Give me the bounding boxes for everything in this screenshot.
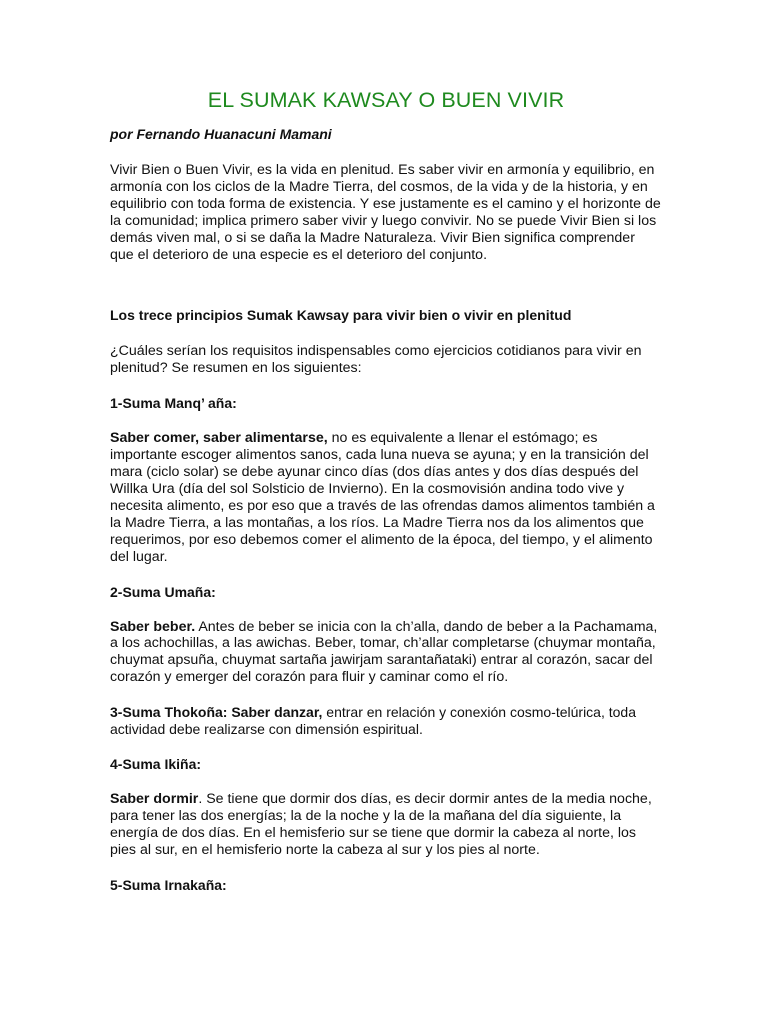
question-paragraph: ¿Cuáles serían los requisitos indispensables como ejercicios cotidianos para vivir en plenitud? Se resumen en los siguientes:	[110, 343, 642, 377]
principle-1-heading: 1-Suma Manq’ aña:	[110, 395, 237, 412]
principle-3-text: entrar en relación y conexión cosmo-telúrica, toda actividad debe realizarse con dimensión espiritual.	[110, 704, 636, 738]
document-page	[110, 86, 662, 894]
principle-4-lead: Saber dormir	[110, 791, 199, 808]
principle-3-paragraph	[110, 704, 662, 738]
principle-2-paragraph	[110, 619, 662, 687]
principle-4-heading: 4-Suma Ikiña:	[110, 756, 202, 773]
section-title: Los trece principios Sumak Kawsay para vivir bien o vivir en plenitud	[110, 307, 572, 324]
principle-2-heading: 2-Suma Umaña:	[110, 583, 216, 600]
intro-paragraph: Vivir Bien o Buen Vivir, es la vida en plenitud. Es saber vivir en armonía y equilibrio, en armonía con los ciclos de la Madre Tierra, del cosmos, de la vida y de la historia, y en equilibrio con toda forma de existencia. Y ese justamente es el camino y el horizonte de la comunidad; implica primero saber vivir y luego convivir. No se puede Vivir Bien si los demás viven mal, o si se daña la Madre Naturaleza. Vivir Bien significa comprender que el deterioro de una especie es el deterioro del conjunto.	[110, 162, 661, 263]
principle-2-lead: Saber beber.	[110, 618, 196, 635]
principle-4-text: . Se tiene que dormir dos días, es decir dormir antes de la media noche, para tener las dos energías; la de la noche y la de la mañana del día siguiente, la energía de dos días. En el hemisferio sur se tiene que dormir la cabeza al norte, los pies al sur, en el hemisferio norte la cabeza al sur y los pies al norte.	[110, 791, 652, 858]
principle-1-paragraph	[110, 430, 662, 565]
principle-3-heading-lead: 3-Suma Thokoña: Saber danzar,	[110, 704, 323, 721]
principle-2-text: Antes de beber se inicia con la ch’alla, dando de beber a la Pachamama, a los achochillas, a las awichas. Beber, tomar, ch’allar completarse (chuymar montaña, chuymat apsuña, chuymat sartaña jawirjam sarantañataki) entrar al corazón, sacar del corazón y emerger del corazón para fluir y caminar como el río.	[110, 618, 658, 686]
principle-4-paragraph	[110, 791, 662, 859]
principle-1-text: no es equivalente a llenar el estómago; es importante escoger alimentos sanos, cada luna nueva se ayuna; y en la transición del mara (ciclo solar) se debe ayunar cinco días (dos días antes y dos días después del Willka Ura (día del sol Solsticio de Invierno). En la cosmovisión andina todo vive y necesita alimento, es por eso que a través de las ofrendas damos alimentos también a la Madre Tierra, a las montañas, a los ríos. La Madre Tierra nos da los alimentos que requerimos, por eso debemos comer el alimento de la época, del tiempo, y el alimento del lugar.	[110, 430, 655, 565]
principle-5-heading: 5-Suma Irnakaña:	[110, 876, 227, 893]
principle-1-lead: Saber comer, saber alimentarse,	[110, 430, 328, 447]
document-title: EL SUMAK KAWSAY O BUEN VIVIR	[207, 88, 565, 112]
author-line: por Fernando Huanacuni Mamani	[110, 126, 332, 142]
